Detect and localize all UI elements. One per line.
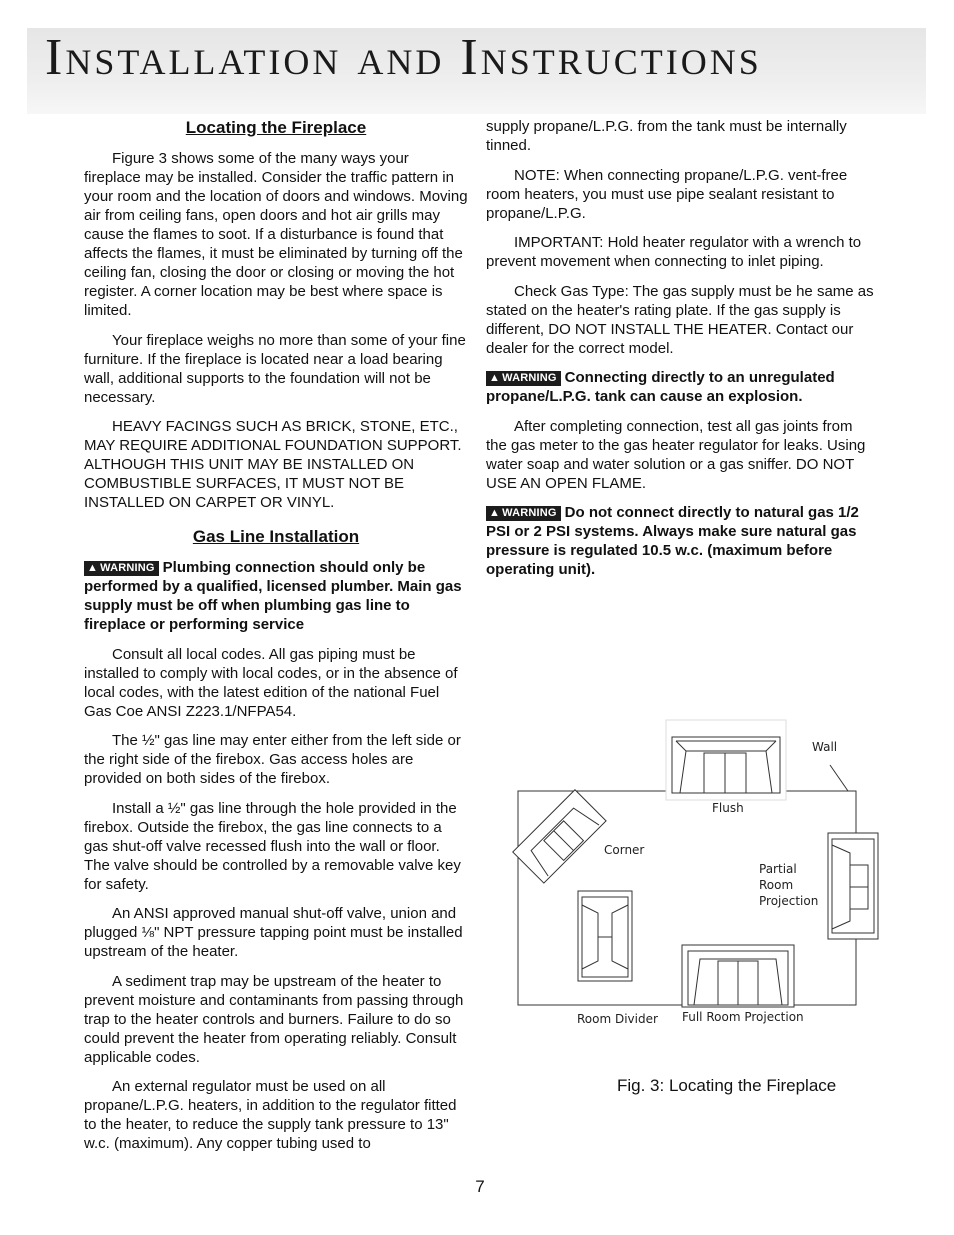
paragraph: Figure 3 shows some of the many ways your fireplace may be installed. Consider the traffic pattern in your room and the location of doors and windows. Moving air from ceiling fans, open doors and hot air grills may cause the flames to soot. If a disturbance is found that affects the flames, it must be eliminated by turning off the ceiling fan, closing the door or closing or moving the hot register. A corner location may be best where space is limited. bbox=[84, 150, 468, 319]
room-diagram bbox=[510, 715, 890, 1035]
page-number: 7 bbox=[475, 1177, 485, 1196]
label-partial-line3: Projection bbox=[759, 894, 819, 908]
warning-block bbox=[486, 368, 876, 406]
paragraph: HEAVY FACINGS SUCH AS BRICK, STONE, ETC., MAY REQUIRE ADDITIONAL FOUNDATION SUPPORT. ALTHOUGH THIS UNIT MAY BE INSTALLED ON COMBUSTIBLE SURFACES, IT MUST NOT BE INSTALLED ON CARPET OR VINYL. bbox=[84, 418, 462, 511]
label-corner: Corner bbox=[604, 843, 645, 857]
paragraph: NOTE: When connecting propane/L.P.G. vent-free room heaters, you must use pipe sealant resistant to propane/L.P.G. bbox=[486, 166, 848, 222]
warning-badge bbox=[486, 371, 561, 386]
paragraph: An ANSI approved manual shut-off valve, union and plugged ⅛" NPT pressure tapping point must be installed upstream of the heater. bbox=[84, 905, 463, 960]
warning-block bbox=[486, 503, 876, 579]
paragraph: An external regulator must be used on all propane/L.P.G. heaters, in addition to the regulator fitted to the heater, to reduce the supply tank pressure to 13" w.c. (maximum). Any copper tubing used to bbox=[84, 1078, 457, 1152]
paragraph: After completing connection, test all gas joints from the gas meter to the gas heater regulator for leaks. Using water soap and water solution or a gas sniffer. DO NOT USE AN OPEN FLAME. bbox=[486, 417, 866, 492]
warning-block bbox=[84, 558, 468, 634]
warning-text: Connecting directly to an unregulated propane/L.P.G. tank can cause an explosion. bbox=[486, 369, 835, 405]
figure-caption: Fig. 3: Locating the Fireplace bbox=[617, 1076, 837, 1095]
label-room-divider: Room Divider bbox=[577, 1012, 658, 1026]
warning-triangle-icon: ▲ bbox=[489, 507, 501, 519]
flush-fireplace-icon bbox=[666, 720, 786, 800]
label-partial-line1: Partial bbox=[759, 862, 797, 876]
fireplace-location-figure bbox=[510, 715, 890, 1035]
heading-gas-line-installation: Gas Line Installation bbox=[192, 527, 360, 546]
paragraph: The ½" gas line may enter either from the left side or the right side of the firebox. Gas access holes are provided on both sides of the firebox. bbox=[84, 732, 461, 787]
right-column bbox=[486, 117, 876, 590]
room-divider-fireplace-icon bbox=[578, 891, 632, 981]
warning-badge-label: WARNING bbox=[502, 372, 557, 384]
heading-locating-fireplace: Locating the Fireplace bbox=[185, 118, 367, 137]
warning-badge-label: WARNING bbox=[502, 507, 557, 519]
paragraph: Your fireplace weighs no more than some of your fine furniture. If the fireplace is located near a load bearing wall, additional supports to the foundation will not be necessary. bbox=[84, 331, 466, 406]
paragraph: supply propane/L.P.G. from the tank must be internally tinned. bbox=[486, 118, 847, 154]
warning-badge bbox=[84, 561, 159, 576]
label-full-room-projection: Full Room Projection bbox=[682, 1010, 804, 1024]
left-column bbox=[84, 117, 468, 1164]
wall-pointer-line bbox=[830, 765, 848, 791]
paragraph: Check Gas Type: The gas supply must be he same as stated on the heater's rating plate. If the gas supply is different, DO NOT INSTALL THE HEATER. Contact our dealer for the correct model. bbox=[486, 282, 874, 357]
paragraph: Install a ½" gas line through the hole provided in the firebox. Outside the firebox, the gas line connects to a gas shut-off valve recessed flush into the wall or floor. The valve should be controlled by a removable valve key for safety. bbox=[84, 799, 461, 893]
warning-badge-label: WARNING bbox=[100, 562, 155, 574]
warning-text: Do not connect directly to natural gas 1/2 PSI or 2 PSI systems. Always make sure natural gas pressure is regulated 10.5 w.c. (maximum before operating unit). bbox=[486, 504, 859, 578]
full-projection-fireplace-icon bbox=[682, 945, 794, 1007]
warning-text: Plumbing connection should only be performed by a qualified, licensed plumber. Main gas supply must be off when plumbing gas line to fireplace or performing service bbox=[84, 559, 462, 633]
paragraph: IMPORTANT: Hold heater regulator with a wrench to prevent movement when connecting to inlet piping. bbox=[486, 234, 862, 270]
paragraph: A sediment trap may be upstream of the heater to prevent moisture and contaminants from passing through trap to the heater controls and burners. Failure to do so could prevent the heater from operating reliably. Consult applicable codes. bbox=[84, 972, 464, 1066]
corner-fireplace-icon bbox=[513, 790, 606, 883]
warning-badge bbox=[486, 506, 561, 521]
label-partial-line2: Room bbox=[759, 878, 794, 892]
paragraph: Consult all local codes. All gas piping must be installed to comply with local codes, or in the absence of local codes, with the latest edition of the national Fuel Gas Coe ANSI Z223.1/NFPA54. bbox=[84, 645, 458, 720]
warning-triangle-icon: ▲ bbox=[87, 562, 99, 574]
partial-projection-fireplace-icon bbox=[828, 833, 878, 939]
label-flush: Flush bbox=[712, 801, 744, 815]
page-title: Installation and Instructions bbox=[45, 29, 762, 86]
label-wall: Wall bbox=[812, 740, 838, 754]
warning-triangle-icon: ▲ bbox=[489, 372, 501, 384]
